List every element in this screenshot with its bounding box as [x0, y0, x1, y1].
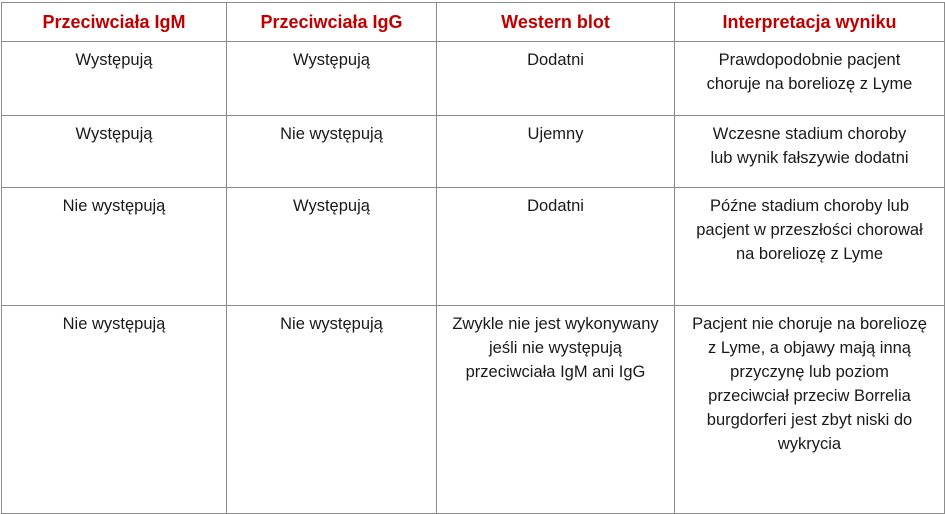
cell-igm: Występują	[2, 42, 227, 116]
results-table	[1, 2, 945, 514]
cell-igg: Występują	[227, 188, 437, 306]
cell-interpretation: Późne stadium choroby lub pacjent w przeszłości chorował na boreliozę z Lyme	[675, 188, 945, 306]
cell-igm: Nie występują	[2, 306, 227, 514]
header-igm: Przeciwciała IgM	[2, 3, 227, 42]
cell-igg: Nie występują	[227, 116, 437, 188]
header-interpretation: Interpretacja wyniku	[675, 3, 945, 42]
cell-western-blot: Zwykle nie jest wykonywany jeśli nie występują przeciwciała IgM ani IgG	[437, 306, 675, 514]
header-igg: Przeciwciała IgG	[227, 3, 437, 42]
cell-western-blot: Ujemny	[437, 116, 675, 188]
cell-igm: Nie występują	[2, 188, 227, 306]
header-row	[2, 3, 945, 42]
table-row	[2, 188, 945, 306]
table-body	[2, 42, 945, 514]
cell-igg: Nie występują	[227, 306, 437, 514]
cell-igg: Występują	[227, 42, 437, 116]
table-row	[2, 42, 945, 116]
cell-western-blot: Dodatni	[437, 188, 675, 306]
table-row	[2, 306, 945, 514]
table-row	[2, 116, 945, 188]
cell-interpretation: Prawdopodobnie pacjent choruje na boreliozę z Lyme	[675, 42, 945, 116]
header-western-blot: Western blot	[437, 3, 675, 42]
cell-interpretation: Pacjent nie choruje na boreliozę z Lyme, a objawy mają inną przyczynę lub poziom przeciwciał przeciw Borrelia burgdorferi jest zbyt niski do wykrycia	[675, 306, 945, 514]
cell-western-blot: Dodatni	[437, 42, 675, 116]
table-header	[2, 3, 945, 42]
cell-igm: Występują	[2, 116, 227, 188]
cell-interpretation: Wczesne stadium choroby lub wynik fałszywie dodatni	[675, 116, 945, 188]
